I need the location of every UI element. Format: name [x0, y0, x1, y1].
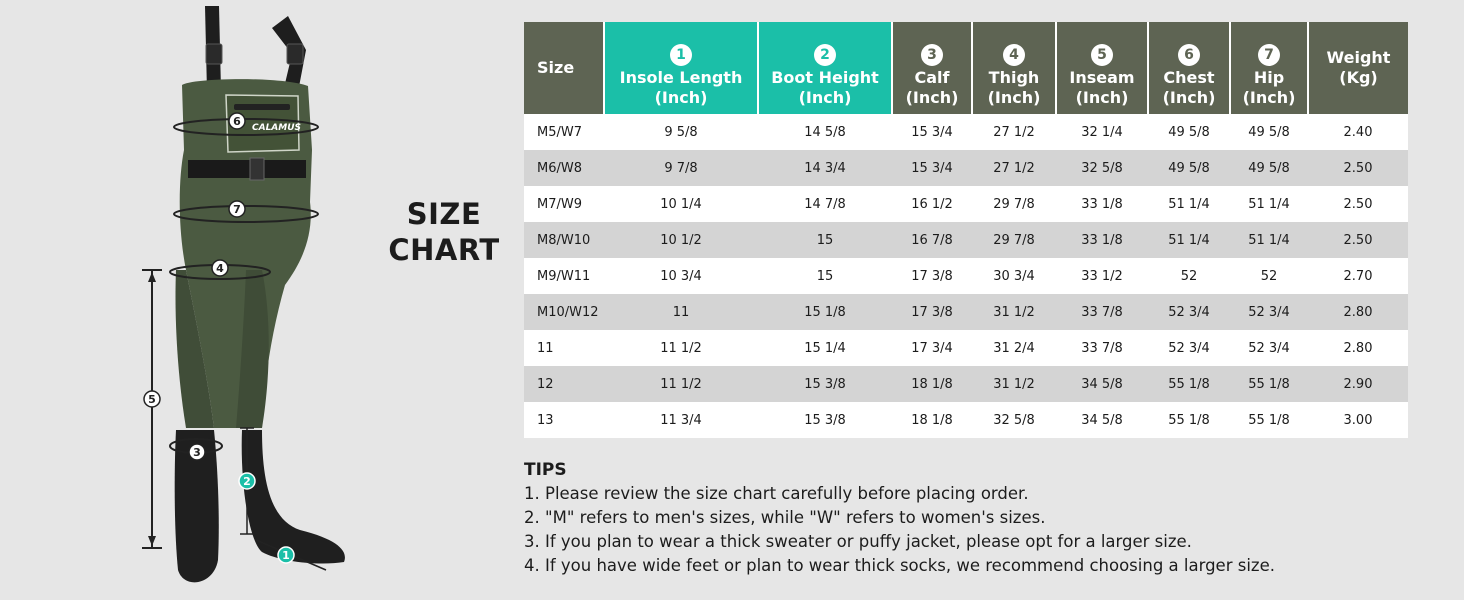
header-number-badge: 6 — [1178, 44, 1200, 66]
table-cell: 31 2/4 — [972, 330, 1056, 366]
table-cell: 13 — [524, 402, 604, 438]
table-cell: 2.50 — [1308, 222, 1408, 258]
brand-logo-text: CALAMUS — [252, 123, 302, 133]
header-label: Insole Length — [619, 68, 743, 87]
header-chest — [1148, 22, 1230, 114]
table-cell: 33 1/8 — [1056, 222, 1148, 258]
table-cell: 17 3/8 — [892, 258, 972, 294]
table-cell: 32 1/4 — [1056, 114, 1148, 150]
table-cell: 3.00 — [1308, 402, 1408, 438]
header-number-badge: 7 — [1258, 44, 1280, 66]
header-label: Inseam — [1069, 68, 1135, 87]
table-cell: 17 3/4 — [892, 330, 972, 366]
header-number-badge: 4 — [1003, 44, 1025, 66]
header-unit: (Inch) — [987, 88, 1041, 107]
header-number-badge: 5 — [1091, 44, 1113, 66]
svg-text:4: 4 — [216, 262, 224, 275]
table-cell: 34 5/8 — [1056, 366, 1148, 402]
header-label: Boot Height — [771, 68, 879, 87]
table-cell: 51 1/4 — [1148, 222, 1230, 258]
table-cell: 49 5/8 — [1148, 150, 1230, 186]
table-cell: 49 5/8 — [1230, 114, 1308, 150]
svg-text:2: 2 — [243, 475, 251, 488]
table-cell: 11 — [524, 330, 604, 366]
table-cell: 55 1/8 — [1148, 402, 1230, 438]
size-chart-table — [524, 22, 1408, 438]
header-boot-height — [758, 22, 892, 114]
marker-3 — [189, 444, 205, 460]
header-label: Chest — [1163, 68, 1215, 87]
table-cell: 15 3/8 — [758, 366, 892, 402]
marker-5 — [144, 391, 160, 407]
table-cell: 2.80 — [1308, 330, 1408, 366]
table-cell: 27 1/2 — [972, 114, 1056, 150]
table-row — [524, 402, 1408, 438]
table-row — [524, 258, 1408, 294]
table-cell: 15 — [758, 258, 892, 294]
table-cell: 33 7/8 — [1056, 330, 1148, 366]
table-cell: 52 3/4 — [1148, 330, 1230, 366]
header-label: Thigh — [988, 68, 1040, 87]
table-cell: 9 5/8 — [604, 114, 758, 150]
table-cell: 10 1/2 — [604, 222, 758, 258]
table-cell: 2.40 — [1308, 114, 1408, 150]
table-cell: 51 1/4 — [1148, 186, 1230, 222]
table-cell: 49 5/8 — [1148, 114, 1230, 150]
marker-7 — [229, 201, 245, 217]
table-cell: 11 1/2 — [604, 330, 758, 366]
table-row — [524, 366, 1408, 402]
table-cell: 52 3/4 — [1148, 294, 1230, 330]
table-cell: 33 1/2 — [1056, 258, 1148, 294]
table-cell: 14 7/8 — [758, 186, 892, 222]
header-weight — [1308, 22, 1408, 114]
marker-1 — [278, 547, 294, 563]
table-cell: 15 3/8 — [758, 402, 892, 438]
table-row — [524, 294, 1408, 330]
svg-text:5: 5 — [148, 393, 156, 406]
header-label: Hip — [1253, 68, 1285, 87]
header-insole-length — [604, 22, 758, 114]
tip-item: 4. If you have wide feet or plan to wear thick socks, we recommend choosing a larger size. — [524, 556, 1275, 575]
table-cell: 18 1/8 — [892, 402, 972, 438]
header-inseam — [1056, 22, 1148, 114]
table-cell: 27 1/2 — [972, 150, 1056, 186]
table-cell: 55 1/8 — [1230, 402, 1308, 438]
table-cell: 10 3/4 — [604, 258, 758, 294]
header-unit: (Kg) — [1339, 68, 1378, 87]
table-cell: 18 1/8 — [892, 366, 972, 402]
header-unit: (Inch) — [654, 88, 708, 107]
tips-heading: TIPS — [524, 460, 567, 480]
table-cell: 11 — [604, 294, 758, 330]
header-calf — [892, 22, 972, 114]
table-cell: 2.50 — [1308, 186, 1408, 222]
table-cell: 15 — [758, 222, 892, 258]
table-cell: 49 5/8 — [1230, 150, 1308, 186]
table-cell: 16 7/8 — [892, 222, 972, 258]
table-cell: 55 1/8 — [1148, 366, 1230, 402]
table-cell: 14 5/8 — [758, 114, 892, 150]
table-cell: 15 1/4 — [758, 330, 892, 366]
table-cell: M8/W10 — [524, 222, 604, 258]
table-row — [524, 150, 1408, 186]
table-cell: M10/W12 — [524, 294, 604, 330]
table-cell: 51 1/4 — [1230, 186, 1308, 222]
svg-text:3: 3 — [193, 446, 201, 459]
table-cell: 2.70 — [1308, 258, 1408, 294]
header-unit: (Inch) — [1075, 88, 1129, 107]
marker-4 — [212, 260, 228, 276]
chest-wader-diagram — [130, 0, 370, 600]
header-unit: (Inch) — [798, 88, 852, 107]
table-cell: 31 1/2 — [972, 294, 1056, 330]
table-cell: 32 5/8 — [1056, 150, 1148, 186]
table-cell: 51 1/4 — [1230, 222, 1308, 258]
table-cell: 52 — [1148, 258, 1230, 294]
header-unit: (Inch) — [905, 88, 959, 107]
table-cell: 15 3/4 — [892, 114, 972, 150]
table-cell: 30 3/4 — [972, 258, 1056, 294]
table-cell: M7/W9 — [524, 186, 604, 222]
svg-text:7: 7 — [233, 203, 241, 216]
tip-item: 2. "M" refers to men's sizes, while "W" refers to women's sizes. — [524, 508, 1046, 527]
svg-text:1: 1 — [282, 549, 290, 562]
tips-section — [524, 458, 1275, 578]
table-cell: 34 5/8 — [1056, 402, 1148, 438]
table-cell: 52 — [1230, 258, 1308, 294]
tip-item: 1. Please review the size chart carefully before placing order. — [524, 484, 1029, 503]
table-cell: 17 3/8 — [892, 294, 972, 330]
title-line-1: SIZE — [406, 197, 482, 231]
header-label: Weight — [1326, 48, 1391, 67]
table-cell: 33 7/8 — [1056, 294, 1148, 330]
table-row — [524, 330, 1408, 366]
table-row — [524, 186, 1408, 222]
header-number-badge: 2 — [814, 44, 836, 66]
table-cell: 9 7/8 — [604, 150, 758, 186]
table-cell: 14 3/4 — [758, 150, 892, 186]
svg-text:6: 6 — [233, 115, 241, 128]
table-cell: M9/W11 — [524, 258, 604, 294]
header-thigh — [972, 22, 1056, 114]
table-cell: 52 3/4 — [1230, 294, 1308, 330]
table-cell: 15 3/4 — [892, 150, 972, 186]
tip-item: 3. If you plan to wear a thick sweater or puffy jacket, please opt for a larger size. — [524, 532, 1192, 551]
table-cell: 16 1/2 — [892, 186, 972, 222]
table-cell: 15 1/8 — [758, 294, 892, 330]
table-cell: 11 1/2 — [604, 366, 758, 402]
table-cell: 55 1/8 — [1230, 366, 1308, 402]
size-chart-title — [378, 196, 510, 268]
table-cell: 12 — [524, 366, 604, 402]
header-label: Calf — [914, 68, 950, 87]
table-cell: 2.80 — [1308, 294, 1408, 330]
marker-2 — [239, 473, 255, 489]
header-number-badge: 3 — [921, 44, 943, 66]
table-row — [524, 222, 1408, 258]
header-unit: (Inch) — [1242, 88, 1296, 107]
table-header-row — [524, 22, 1408, 114]
table-cell: 2.90 — [1308, 366, 1408, 402]
table-row — [524, 114, 1408, 150]
table-cell: 52 3/4 — [1230, 330, 1308, 366]
header-size: Size — [524, 22, 604, 114]
table-cell: 10 1/4 — [604, 186, 758, 222]
title-line-2: CHART — [388, 233, 500, 267]
table-cell: 11 3/4 — [604, 402, 758, 438]
header-hip — [1230, 22, 1308, 114]
header-unit: (Inch) — [1162, 88, 1216, 107]
table-cell: 32 5/8 — [972, 402, 1056, 438]
header-number-badge: 1 — [670, 44, 692, 66]
table-cell: 29 7/8 — [972, 186, 1056, 222]
table-cell: M6/W8 — [524, 150, 604, 186]
marker-6 — [229, 113, 245, 129]
table-cell: 33 1/8 — [1056, 186, 1148, 222]
table-cell: 31 1/2 — [972, 366, 1056, 402]
table-cell: 29 7/8 — [972, 222, 1056, 258]
table-cell: M5/W7 — [524, 114, 604, 150]
table-cell: 2.50 — [1308, 150, 1408, 186]
